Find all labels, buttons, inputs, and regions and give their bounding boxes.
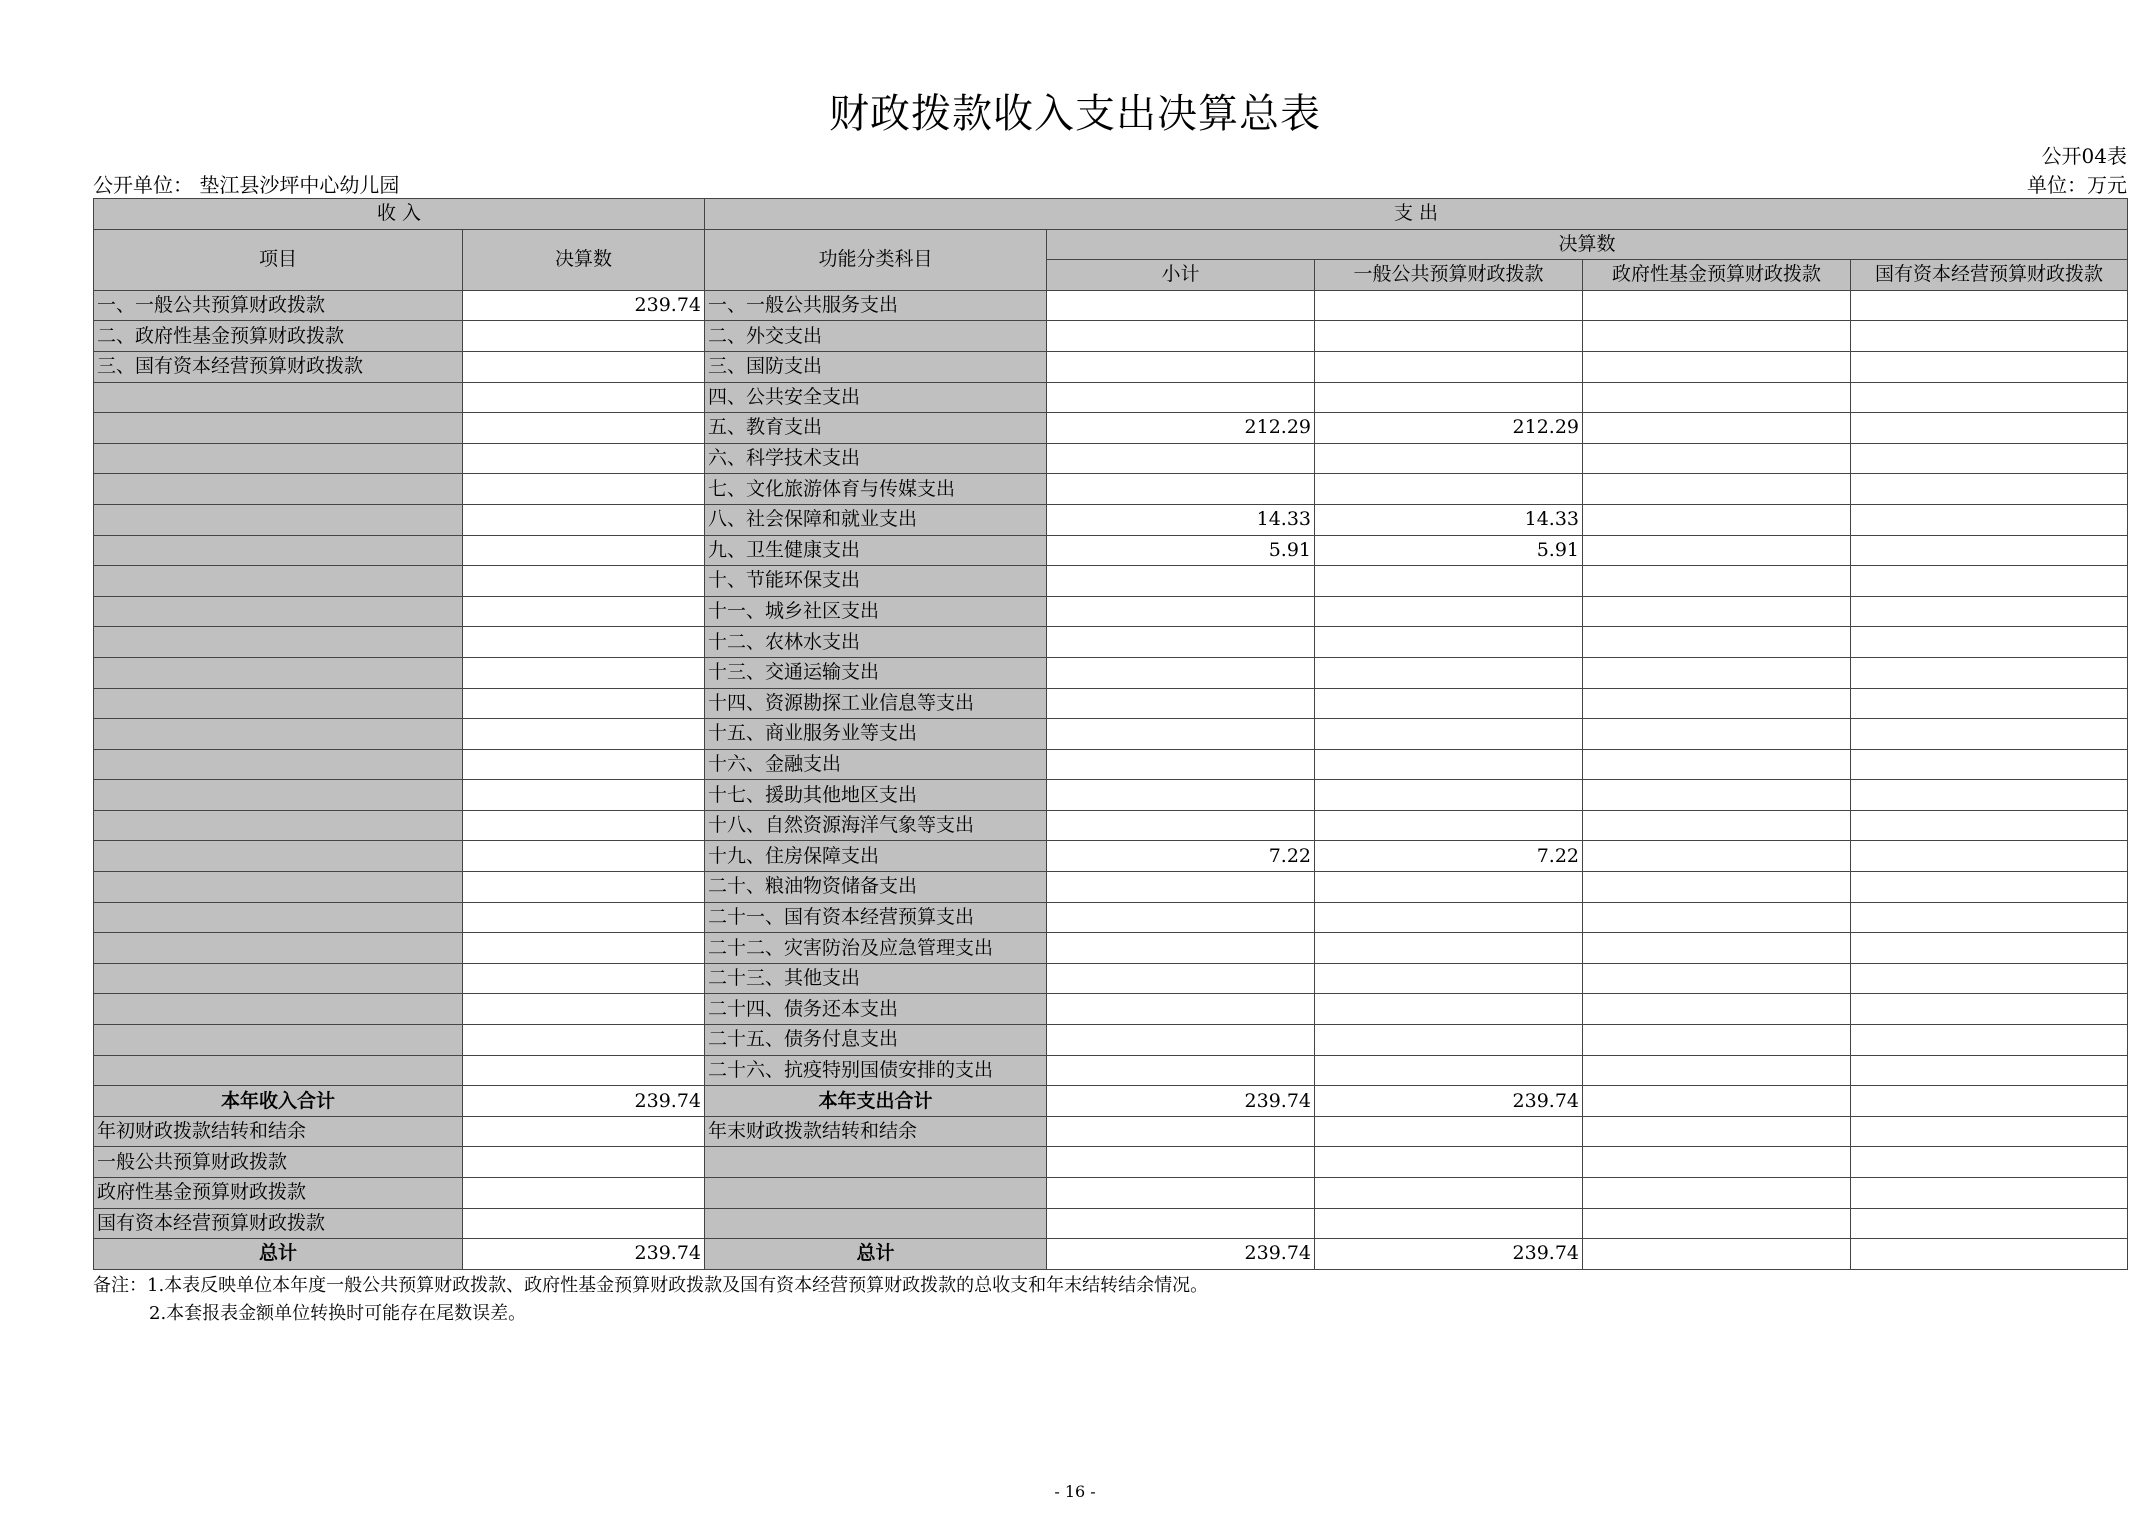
table-row: [94, 627, 2128, 658]
expense-subject-cell: 年末财政拨款结转和结余: [705, 1116, 1047, 1147]
table-row: [94, 688, 2128, 719]
income-item-cell: [94, 810, 463, 841]
subtotal-cell: [1047, 872, 1315, 903]
income-amount-cell: [463, 1055, 705, 1086]
expense-subject-cell: 二十五、债务付息支出: [705, 1025, 1047, 1056]
subtotal-cell: [1047, 1116, 1315, 1147]
income-item-cell: 三、国有资本经营预算财政拨款: [94, 351, 463, 382]
state-capital-cell: [1851, 780, 2128, 811]
state-capital-cell: [1851, 657, 2128, 688]
expense-subject-cell: 二十、粮油物资储备支出: [705, 872, 1047, 903]
gov-fund-cell: [1583, 1208, 1851, 1239]
subtotal-cell: [1047, 596, 1315, 627]
table-row: [94, 1055, 2128, 1086]
expense-subject-cell: [705, 1147, 1047, 1178]
state-capital-cell: [1851, 688, 2128, 719]
income-amount-cell: [463, 504, 705, 535]
gov-fund-cell: [1583, 994, 1851, 1025]
table-row: [94, 933, 2128, 964]
table-row: [94, 413, 2128, 444]
subtotal-cell: [1047, 933, 1315, 964]
general-budget-cell: 14.33: [1315, 504, 1583, 535]
general-budget-header: 一般公共预算财政拨款: [1315, 260, 1583, 291]
state-capital-cell: [1851, 749, 2128, 780]
organization-label: 公开单位： 垫江县沙坪中心幼儿园: [93, 173, 400, 197]
table-row: [94, 902, 2128, 933]
general-budget-cell: [1315, 719, 1583, 750]
general-budget-cell: [1315, 1178, 1583, 1209]
table-row: [94, 535, 2128, 566]
expense-subject-cell: 十、节能环保支出: [705, 566, 1047, 597]
subtotal-cell: [1047, 351, 1315, 382]
gov-fund-cell: [1583, 810, 1851, 841]
income-amount-cell: [463, 688, 705, 719]
state-capital-cell: [1851, 382, 2128, 413]
general-budget-cell: [1315, 963, 1583, 994]
table-row: [94, 504, 2128, 535]
general-budget-cell: [1315, 351, 1583, 382]
table-row: [94, 382, 2128, 413]
subtotal-cell: [1047, 1147, 1315, 1178]
carry-sub-row: [94, 1147, 2128, 1178]
subtotal-cell: [1047, 1055, 1315, 1086]
state-capital-cell: [1851, 994, 2128, 1025]
final-group-header: 决算数: [1047, 229, 2128, 260]
income-item-cell: 本年收入合计: [94, 1086, 463, 1117]
general-budget-cell: [1315, 321, 1583, 352]
expense-subject-cell: 四、公共安全支出: [705, 382, 1047, 413]
subtotal-cell: 212.29: [1047, 413, 1315, 444]
general-budget-cell: 239.74: [1315, 1086, 1583, 1117]
gov-fund-cell: [1583, 321, 1851, 352]
gov-fund-cell: [1583, 1025, 1851, 1056]
gov-fund-cell: [1583, 719, 1851, 750]
function-subject-header: 功能分类科目: [705, 229, 1047, 290]
currency-unit-label: 单位：万元: [2027, 173, 2127, 197]
income-amount-cell: [463, 933, 705, 964]
item-header: 项目: [94, 229, 463, 290]
expense-subject-cell: 七、文化旅游体育与传媒支出: [705, 474, 1047, 505]
table-row: [94, 719, 2128, 750]
expense-subject-cell: 二十六、抗疫特别国债安排的支出: [705, 1055, 1047, 1086]
gov-fund-cell: [1583, 1055, 1851, 1086]
general-budget-cell: [1315, 627, 1583, 658]
state-capital-cell: [1851, 872, 2128, 903]
carry-sub-row: [94, 1178, 2128, 1209]
state-capital-cell: [1851, 1116, 2128, 1147]
income-amount-cell: [463, 872, 705, 903]
table-row: [94, 841, 2128, 872]
income-item-cell: [94, 657, 463, 688]
income-item-cell: [94, 749, 463, 780]
final-amount-header: 决算数: [463, 229, 705, 290]
table-row: [94, 474, 2128, 505]
income-amount-cell: [463, 1116, 705, 1147]
income-amount-cell: [463, 535, 705, 566]
general-budget-cell: [1315, 902, 1583, 933]
general-budget-cell: [1315, 1055, 1583, 1086]
state-capital-cell: [1851, 1086, 2128, 1117]
income-item-cell: 总计: [94, 1239, 463, 1270]
gov-fund-cell: [1583, 596, 1851, 627]
expense-subject-cell: 本年支出合计: [705, 1086, 1047, 1117]
expense-subject-cell: 八、社会保障和就业支出: [705, 504, 1047, 535]
income-amount-cell: [463, 596, 705, 627]
gov-fund-cell: [1583, 382, 1851, 413]
income-amount-cell: [463, 1147, 705, 1178]
income-amount-cell: [463, 566, 705, 597]
subtotal-cell: [1047, 719, 1315, 750]
subtotal-cell: [1047, 1208, 1315, 1239]
total-row: [94, 1239, 2128, 1270]
table-row: [94, 351, 2128, 382]
income-amount-cell: [463, 1208, 705, 1239]
page-number: - 16 -: [1054, 1482, 1096, 1501]
gov-fund-cell: [1583, 902, 1851, 933]
income-amount-cell: [463, 657, 705, 688]
expense-subject-cell: 二十二、灾害防治及应急管理支出: [705, 933, 1047, 964]
income-item-cell: [94, 382, 463, 413]
gov-fund-cell: [1583, 351, 1851, 382]
form-number: 公开04表: [2041, 144, 2127, 168]
general-budget-cell: [1315, 780, 1583, 811]
gov-fund-cell: [1583, 627, 1851, 658]
state-capital-cell: [1851, 474, 2128, 505]
income-item-cell: [94, 688, 463, 719]
gov-fund-cell: [1583, 657, 1851, 688]
table-row: [94, 810, 2128, 841]
gov-fund-cell: [1583, 535, 1851, 566]
income-item-cell: [94, 933, 463, 964]
state-capital-cell: [1851, 1178, 2128, 1209]
state-capital-cell: [1851, 504, 2128, 535]
general-budget-cell: [1315, 1025, 1583, 1056]
expense-subject-cell: 十八、自然资源海洋气象等支出: [705, 810, 1047, 841]
table-row: [94, 596, 2128, 627]
expense-subject-cell: 二十四、债务还本支出: [705, 994, 1047, 1025]
subtotal-cell: [1047, 749, 1315, 780]
subtotal-cell: [1047, 474, 1315, 505]
header-row-1: [94, 199, 2128, 230]
expense-subject-cell: 十三、交通运输支出: [705, 657, 1047, 688]
state-capital-cell: [1851, 1208, 2128, 1239]
income-amount-cell: [463, 627, 705, 658]
income-item-cell: [94, 994, 463, 1025]
gov-fund-cell: [1583, 933, 1851, 964]
gov-fund-cell: [1583, 963, 1851, 994]
general-budget-cell: [1315, 596, 1583, 627]
income-amount-cell: [463, 841, 705, 872]
subtotal-cell: [1047, 780, 1315, 811]
income-amount-cell: [463, 1178, 705, 1209]
income-amount-cell: [463, 474, 705, 505]
table-row: [94, 780, 2128, 811]
table-row: [94, 290, 2128, 321]
income-amount-cell: [463, 994, 705, 1025]
subtotal-header: 小计: [1047, 260, 1315, 291]
state-capital-cell: [1851, 290, 2128, 321]
income-item-cell: [94, 841, 463, 872]
income-item-cell: [94, 504, 463, 535]
subtotal-cell: [1047, 321, 1315, 352]
gov-fund-cell: [1583, 780, 1851, 811]
general-budget-cell: [1315, 872, 1583, 903]
income-item-cell: [94, 566, 463, 597]
income-amount-cell: [463, 749, 705, 780]
subtotal-cell: [1047, 1178, 1315, 1209]
income-item-cell: [94, 719, 463, 750]
income-amount-cell: [463, 351, 705, 382]
expense-subject-cell: [705, 1178, 1047, 1209]
income-amount-cell: [463, 780, 705, 811]
state-capital-cell: [1851, 841, 2128, 872]
income-amount-cell: [463, 321, 705, 352]
unit-row: [93, 169, 2127, 195]
expense-subject-cell: 三、国防支出: [705, 351, 1047, 382]
state-capital-cell: [1851, 810, 2128, 841]
income-amount-cell: [463, 902, 705, 933]
expense-subject-cell: 一、一般公共服务支出: [705, 290, 1047, 321]
expense-subject-cell: 十七、援助其他地区支出: [705, 780, 1047, 811]
income-item-cell: 一、一般公共预算财政拨款: [94, 290, 463, 321]
state-capital-cell: [1851, 1025, 2128, 1056]
expense-subject-cell: 二十三、其他支出: [705, 963, 1047, 994]
subtotal-cell: [1047, 290, 1315, 321]
income-item-cell: [94, 474, 463, 505]
income-item-cell: 政府性基金预算财政拨款: [94, 1178, 463, 1209]
general-budget-cell: [1315, 1147, 1583, 1178]
income-item-cell: [94, 1055, 463, 1086]
total-row: [94, 1086, 2128, 1117]
general-budget-cell: [1315, 688, 1583, 719]
table-row: [94, 657, 2128, 688]
state-capital-cell: [1851, 413, 2128, 444]
income-amount-cell: 239.74: [463, 1086, 705, 1117]
expense-subject-cell: 九、卫生健康支出: [705, 535, 1047, 566]
gov-fund-cell: [1583, 749, 1851, 780]
general-budget-cell: [1315, 657, 1583, 688]
income-amount-cell: [463, 719, 705, 750]
income-amount-cell: [463, 963, 705, 994]
subtotal-cell: 239.74: [1047, 1086, 1315, 1117]
state-capital-cell: [1851, 963, 2128, 994]
gov-fund-cell: [1583, 566, 1851, 597]
gov-fund-cell: [1583, 1086, 1851, 1117]
general-budget-cell: [1315, 933, 1583, 964]
income-item-cell: 一般公共预算财政拨款: [94, 1147, 463, 1178]
state-capital-cell: [1851, 566, 2128, 597]
gov-fund-cell: [1583, 872, 1851, 903]
expense-subject-cell: 六、科学技术支出: [705, 443, 1047, 474]
income-amount-cell: [463, 382, 705, 413]
income-item-cell: 年初财政拨款结转和结余: [94, 1116, 463, 1147]
general-budget-cell: [1315, 474, 1583, 505]
gov-fund-header: 政府性基金预算财政拨款: [1583, 260, 1851, 291]
gov-fund-cell: [1583, 443, 1851, 474]
subtotal-cell: [1047, 627, 1315, 658]
income-amount-cell: 239.74: [463, 290, 705, 321]
income-amount-cell: [463, 1025, 705, 1056]
subtotal-cell: 239.74: [1047, 1239, 1315, 1270]
income-item-cell: [94, 596, 463, 627]
carry-row: [94, 1116, 2128, 1147]
income-item-cell: [94, 780, 463, 811]
expense-subject-cell: 十一、城乡社区支出: [705, 596, 1047, 627]
general-budget-cell: [1315, 290, 1583, 321]
subtotal-cell: [1047, 657, 1315, 688]
general-budget-cell: [1315, 1116, 1583, 1147]
subtotal-cell: [1047, 994, 1315, 1025]
state-capital-cell: [1851, 1147, 2128, 1178]
gov-fund-cell: [1583, 841, 1851, 872]
expense-subject-cell: 二十一、国有资本经营预算支出: [705, 902, 1047, 933]
state-capital-header: 国有资本经营预算财政拨款: [1851, 260, 2128, 291]
table-row: [94, 872, 2128, 903]
gov-fund-cell: [1583, 290, 1851, 321]
general-budget-cell: [1315, 1208, 1583, 1239]
subtotal-cell: 5.91: [1047, 535, 1315, 566]
header-row-2: [94, 229, 2128, 260]
income-item-cell: [94, 413, 463, 444]
expense-subject-cell: 十四、资源勘探工业信息等支出: [705, 688, 1047, 719]
gov-fund-cell: [1583, 1147, 1851, 1178]
subtotal-cell: 14.33: [1047, 504, 1315, 535]
carry-sub-row: [94, 1208, 2128, 1239]
subtotal-cell: [1047, 810, 1315, 841]
general-budget-cell: 5.91: [1315, 535, 1583, 566]
table-row: [94, 749, 2128, 780]
gov-fund-cell: [1583, 504, 1851, 535]
income-amount-cell: [463, 443, 705, 474]
income-item-cell: [94, 443, 463, 474]
notes: [93, 1272, 1208, 1328]
income-amount-cell: [463, 810, 705, 841]
general-budget-cell: [1315, 443, 1583, 474]
note-1: 备注：1.本表反映单位本年度一般公共预算财政拨款、政府性基金预算财政拨款及国有资本经营预算财政拨款的总收支和年末结转结余情况。: [93, 1275, 1209, 1296]
expense-subject-cell: 二、外交支出: [705, 321, 1047, 352]
subtotal-cell: [1047, 1025, 1315, 1056]
general-budget-cell: [1315, 994, 1583, 1025]
table-row: [94, 994, 2128, 1025]
expense-subject-cell: 十五、商业服务业等支出: [705, 719, 1047, 750]
state-capital-cell: [1851, 902, 2128, 933]
state-capital-cell: [1851, 596, 2128, 627]
general-budget-cell: 212.29: [1315, 413, 1583, 444]
subtotal-cell: 7.22: [1047, 841, 1315, 872]
gov-fund-cell: [1583, 1178, 1851, 1209]
gov-fund-cell: [1583, 688, 1851, 719]
state-capital-cell: [1851, 351, 2128, 382]
income-header: 收 入: [94, 199, 705, 230]
expense-subject-cell: 十九、住房保障支出: [705, 841, 1047, 872]
expense-subject-cell: 十二、农林水支出: [705, 627, 1047, 658]
expense-subject-cell: 总计: [705, 1239, 1047, 1270]
expense-header: 支 出: [705, 199, 2128, 230]
income-item-cell: [94, 1025, 463, 1056]
state-capital-cell: [1851, 933, 2128, 964]
general-budget-cell: [1315, 566, 1583, 597]
general-budget-cell: [1315, 810, 1583, 841]
general-budget-cell: [1315, 749, 1583, 780]
state-capital-cell: [1851, 627, 2128, 658]
state-capital-cell: [1851, 535, 2128, 566]
state-capital-cell: [1851, 1239, 2128, 1270]
general-budget-cell: 239.74: [1315, 1239, 1583, 1270]
income-amount-cell: [463, 413, 705, 444]
state-capital-cell: [1851, 1055, 2128, 1086]
gov-fund-cell: [1583, 474, 1851, 505]
state-capital-cell: [1851, 719, 2128, 750]
budget-table: [93, 198, 2128, 1270]
income-item-cell: [94, 963, 463, 994]
income-item-cell: [94, 902, 463, 933]
general-budget-cell: 7.22: [1315, 841, 1583, 872]
subtotal-cell: [1047, 382, 1315, 413]
state-capital-cell: [1851, 443, 2128, 474]
general-budget-cell: [1315, 382, 1583, 413]
subtotal-cell: [1047, 902, 1315, 933]
income-item-cell: 二、政府性基金预算财政拨款: [94, 321, 463, 352]
income-item-cell: [94, 535, 463, 566]
table-row: [94, 1025, 2128, 1056]
gov-fund-cell: [1583, 1239, 1851, 1270]
subtotal-cell: [1047, 963, 1315, 994]
income-item-cell: [94, 627, 463, 658]
income-amount-cell: 239.74: [463, 1239, 705, 1270]
subtotal-cell: [1047, 688, 1315, 719]
expense-subject-cell: 五、教育支出: [705, 413, 1047, 444]
table-row: [94, 321, 2128, 352]
table-row: [94, 963, 2128, 994]
note-2: 2.本套报表金额单位转换时可能存在尾数误差。: [149, 1303, 527, 1324]
income-item-cell: 国有资本经营预算财政拨款: [94, 1208, 463, 1239]
table-row: [94, 566, 2128, 597]
state-capital-cell: [1851, 321, 2128, 352]
table-row: [94, 443, 2128, 474]
subtotal-cell: [1047, 443, 1315, 474]
gov-fund-cell: [1583, 413, 1851, 444]
subtotal-cell: [1047, 566, 1315, 597]
expense-subject-cell: 十六、金融支出: [705, 749, 1047, 780]
gov-fund-cell: [1583, 1116, 1851, 1147]
expense-subject-cell: [705, 1208, 1047, 1239]
page-title: 财政拨款收入支出决算总表: [829, 91, 1321, 137]
income-item-cell: [94, 872, 463, 903]
